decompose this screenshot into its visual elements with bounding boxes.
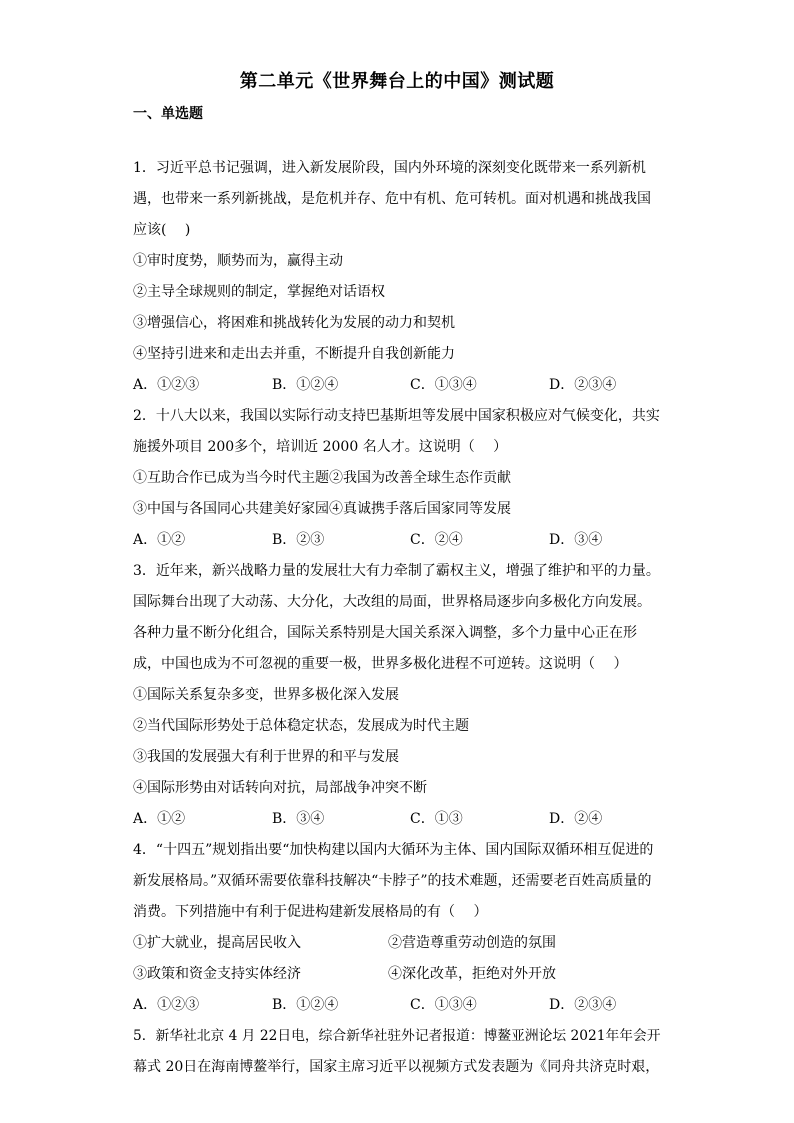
- q3-item-2: ②当代国际形势处于总体稳定状态，发展成为时代主题: [133, 718, 469, 734]
- q3-option-b: B．③④: [272, 811, 325, 827]
- q3-option-a: A．①②: [133, 811, 186, 827]
- q1-item-3: ③增强信心，将困难和挑战转化为发展的动力和契机: [133, 315, 455, 331]
- q1-line-2: 遇，也带来一系列新挑战，是危机并存、危中有机、危可转机。面对机遇和挑战我国: [133, 191, 651, 207]
- q1-option-d: D．②③④: [549, 377, 617, 393]
- q1-line-3: 应该( ): [133, 222, 191, 238]
- q3-line-3: 各种力量不断分化组合，国际关系特别是大国关系深入调整，多个力量中心正在形: [133, 625, 637, 641]
- q5-line-2: 幕式 20日在海南博鳌举行，国家主席习近平以视频方式发表题为《同舟共济克时艰，: [133, 1059, 660, 1075]
- q4-line-3: 消费。下列措施中有利于促进构建新发展格局的有（ ）: [133, 904, 488, 920]
- q3-option-c: C．①③: [410, 811, 463, 827]
- q2-line-2: 施援外项目 200多个，培训近 2000 名人才。这说明（ ）: [133, 439, 508, 455]
- q4-option-a: A．①②③: [133, 997, 200, 1013]
- q1-option-a: A．①②③: [133, 377, 200, 393]
- q5-line-1: 5．新华社北京 4 月 22日电，综合新华社驻外记者报道：博鳌亚洲论坛 2021年年会开: [133, 1028, 661, 1044]
- q4-item-3: ③政策和资金支持实体经济: [133, 966, 301, 982]
- q2-item-2: ③中国与各国同心共建美好家园④真诚携手落后国家同等发展: [133, 501, 511, 517]
- q3-option-d: D．②④: [549, 811, 603, 827]
- q1-item-1: ①审时度势，顺势而为，赢得主动: [133, 253, 343, 269]
- q3-line-2: 国际舞台出现了大动荡、大分化，大改组的局面，世界格局逐步向多极化方向发展。: [133, 594, 651, 610]
- q4-option-b: B．①②④: [272, 997, 339, 1013]
- q2-option-c: C．②④: [410, 532, 463, 548]
- q3-line-1: 3．近年来，新兴战略力量的发展壮大有力牵制了霸权主义，增强了维护和平的力量。: [133, 563, 660, 579]
- q2-option-b: B．②③: [272, 532, 325, 548]
- q1-item-2: ②主导全球规则的制定，掌握绝对话语权: [133, 284, 385, 300]
- q2-option-d: D．③④: [549, 532, 603, 548]
- q2-item-1: ①互助合作已成为当今时代主题②我国为改善全球生态作贡献: [133, 470, 511, 486]
- section-heading: 一、单选题: [133, 106, 203, 122]
- q4-option-c: C．①③④: [410, 997, 477, 1013]
- q1-option-c: C．①③④: [410, 377, 477, 393]
- q3-item-4: ④国际形势由对话转向对抗，局部战争冲突不断: [133, 780, 427, 796]
- q3-item-1: ①国际关系复杂多变，世界多极化深入发展: [133, 687, 399, 703]
- q3-line-4: 成，中国也成为不可忽视的重要一极，世界多极化进程不可逆转。这说明（ ）: [133, 656, 628, 672]
- q3-item-3: ③我国的发展强大有利于世界的和平与发展: [133, 749, 399, 765]
- q1-line-1: 1．习近平总书记强调，进入新发展阶段，国内外环境的深刻变化既带来一系列新机: [133, 160, 646, 176]
- q4-line-1: 4．“十四五”规划指出要“加快构建以国内大循环为主体、国内国际双循环相互促进的: [133, 842, 654, 858]
- q4-line-2: 新发展格局。”双循环需要依靠科技解决“卡脖子”的技术难题，还需要老百姓高质量的: [133, 873, 652, 889]
- q4-item-4: ④深化改革，拒绝对外开放: [388, 966, 556, 982]
- q4-item-2: ②营造尊重劳动创造的氛围: [388, 935, 556, 951]
- q4-item-1: ①扩大就业，提高居民收入: [133, 935, 301, 951]
- q4-option-d: D．②③④: [549, 997, 617, 1013]
- q2-option-a: A．①②: [133, 532, 186, 548]
- page-title: 第二单元《世界舞台上的中国》测试题: [239, 71, 555, 92]
- q1-item-4: ④坚持引进来和走出去并重，不断提升自我创新能力: [133, 346, 455, 362]
- q1-option-b: B．①②④: [272, 377, 339, 393]
- q2-line-1: 2．十八大以来，我国以实际行动支持巴基斯坦等发展中国家积极应对气候变化，共实: [133, 408, 660, 424]
